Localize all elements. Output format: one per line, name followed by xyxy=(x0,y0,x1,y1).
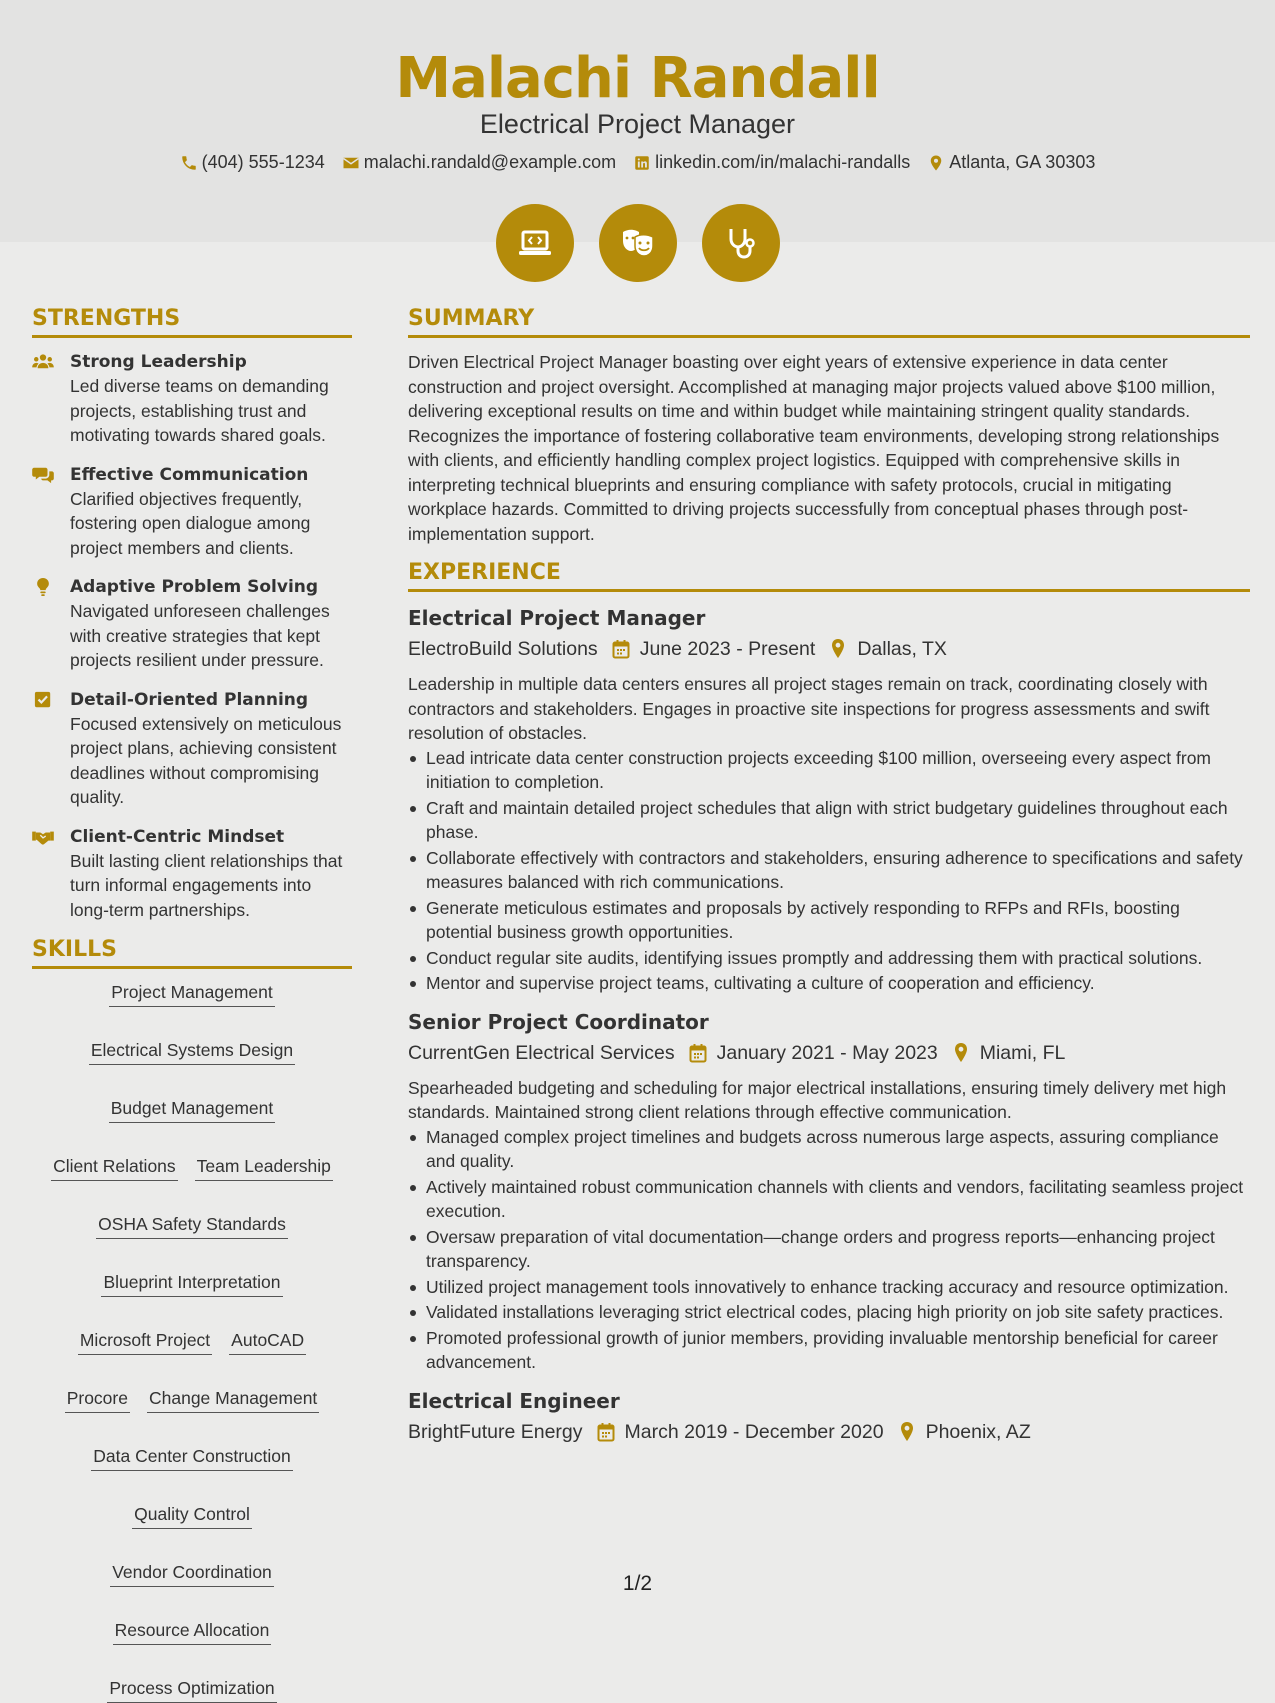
strength-title: Effective Communication xyxy=(70,464,309,485)
job-entry xyxy=(408,1387,1250,1445)
bullet-item: Promoted professional growth of junior members, providing invaluable mentorship beneficial for career advancement. xyxy=(408,1326,1250,1375)
calendar-icon xyxy=(689,1043,707,1063)
bullet-item: Utilized project management tools innovatively to enhance tracking accuracy and resource optimization. xyxy=(408,1275,1250,1300)
interest-circle-coding xyxy=(496,204,574,282)
job-entry xyxy=(408,604,1250,996)
job-title: Electrical Engineer xyxy=(408,1388,620,1413)
skill-tag: Change Management xyxy=(147,1387,319,1413)
summary-heading: SUMMARY xyxy=(408,306,1250,338)
skill-tag: Microsoft Project xyxy=(78,1329,212,1355)
candidate-title: Electrical Project Manager xyxy=(479,109,796,139)
job-company: CurrentGen Electrical Services xyxy=(408,1041,675,1064)
skill-tag: Electrical Systems Design xyxy=(89,1039,295,1065)
strength-title: Detail-Oriented Planning xyxy=(70,689,309,710)
strength-title: Client-Centric Mindset xyxy=(70,826,285,847)
strength-item xyxy=(32,463,352,561)
laptop-code-icon xyxy=(515,223,555,263)
bullet-item: Craft and maintain detailed project schedules that align with strict budgetary guidelines throughout each phase. xyxy=(408,796,1250,845)
strength-title: Strong Leadership xyxy=(70,352,247,372)
job-dates: June 2023 - Present xyxy=(639,638,816,660)
job-dates: March 2019 - December 2020 xyxy=(624,1420,884,1443)
job-location: Dallas, TX xyxy=(857,638,947,660)
strength-item xyxy=(32,575,352,673)
skill-tag: Procore xyxy=(65,1387,130,1413)
bullet-item: Collaborate effectively with contractors and stakeholders, ensuring adherence to specifications and safety measures balanced with rich communications. xyxy=(408,846,1250,895)
interest-circle-theater xyxy=(599,204,677,282)
skill-tag: Budget Management xyxy=(109,1097,275,1123)
lightbulb-icon xyxy=(32,578,54,596)
map-pin-icon xyxy=(829,639,847,659)
candidate-name: Malachi Randall xyxy=(395,46,880,111)
strength-title: Adaptive Problem Solving xyxy=(70,577,319,597)
map-pin-icon xyxy=(927,154,945,172)
interest-circle-medicine xyxy=(702,204,780,282)
skill-tag: Data Center Construction xyxy=(91,1445,292,1471)
location-text: Atlanta, GA 30303 xyxy=(949,152,1096,172)
job-location: Miami, FL xyxy=(979,1041,1066,1064)
bullet-item: Actively maintained robust communication channels with clients and vendors, facilitating seamless project execution. xyxy=(408,1175,1250,1224)
skill-tag: Team Leadership xyxy=(195,1155,333,1181)
job-meta xyxy=(408,1040,1250,1066)
job-location: Phoenix, AZ xyxy=(925,1420,1031,1443)
strength-item xyxy=(32,688,352,810)
envelope-icon xyxy=(342,154,360,172)
contact-phone[interactable] xyxy=(180,152,325,173)
skills-heading: SKILLS xyxy=(32,937,352,969)
strength-desc: Built lasting client relationships that turn informal engagements into long-term partnerships. xyxy=(70,850,343,920)
page-number: 1/2 xyxy=(622,1572,653,1595)
map-pin-icon xyxy=(898,1422,916,1442)
left-column xyxy=(32,306,352,1703)
bullet-item: Generate meticulous estimates and proposals by actively responding to RFPs and RFIs, boosting potential business growth opportunities. xyxy=(408,896,1250,945)
skill-tag: Quality Control xyxy=(132,1503,252,1529)
job-entry xyxy=(408,1008,1250,1375)
strength-item xyxy=(32,825,352,923)
summary-text: Driven Electrical Project Manager boasting over eight years of extensive experience in data center construction and project oversight. Accomplished at managing major projects valued above $100 million, delivering exceptional results on time and within budget while maintaining stringent quality standards. Recognizes the importance of fostering collaborative team environments, developing strong relationships with clients, and efficiently handling complex project logistics. Equipped with comprehensive skills in interpreting technical blueprints and ensuring compliance with safety protocols, crucial in mitigating workplace hazards. Committed to driving projects successfully from conceptual phases through post-implementation support. xyxy=(408,352,1220,544)
linkedin-text: linkedin.com/in/malachi-randalls xyxy=(655,152,911,172)
job-bullets xyxy=(408,746,1250,996)
bullet-item: Oversaw preparation of vital documentation—change orders and progress reports—enhancing project transparency. xyxy=(408,1225,1250,1274)
strength-desc: Focused extensively on meticulous project plans, achieving consistent deadlines without compromising quality. xyxy=(70,713,342,807)
job-company: ElectroBuild Solutions xyxy=(408,638,598,660)
bullet-item: Validated installations leveraging strict electrical codes, placing high priority on job site safety practices. xyxy=(408,1300,1250,1325)
phone-icon xyxy=(180,154,198,172)
theater-masks-icon xyxy=(618,223,658,263)
job-description: Spearheaded budgeting and scheduling for major electrical installations, ensuring timely delivery met high standards. Maintained strong client relations through effective communication. xyxy=(408,1077,1227,1122)
handshake-icon xyxy=(32,828,54,846)
comments-icon xyxy=(32,466,54,484)
job-title: Senior Project Coordinator xyxy=(408,1009,709,1034)
users-icon xyxy=(32,353,54,371)
strengths-heading: STRENGTHS xyxy=(32,306,352,338)
job-title: Electrical Project Manager xyxy=(408,606,706,630)
bullet-item: Managed complex project timelines and budgets across numerous large aspects, assuring compliance and quality. xyxy=(408,1125,1250,1174)
bullet-item: Conduct regular site audits, identifying issues promptly and addressing them with practical solutions. xyxy=(408,946,1250,971)
strength-desc: Led diverse teams on demanding projects, establishing trust and motivating towards shared goals. xyxy=(70,376,329,445)
skill-tag: Project Management xyxy=(109,981,274,1007)
job-meta xyxy=(408,636,1250,662)
skill-tag: AutoCAD xyxy=(229,1329,306,1355)
job-bullets xyxy=(408,1125,1250,1375)
skill-tag: Vendor Coordination xyxy=(110,1561,274,1587)
stethoscope-icon xyxy=(721,223,761,263)
bullet-item: Lead intricate data center construction projects exceeding $100 million, overseeing every aspect from initiation to completion. xyxy=(408,746,1250,795)
strength-item xyxy=(32,350,352,448)
contact-email[interactable] xyxy=(342,152,616,173)
map-pin-icon xyxy=(952,1043,970,1063)
skill-tag: Resource Allocation xyxy=(113,1619,272,1645)
skill-tag: Client Relations xyxy=(51,1155,178,1181)
experience-heading: EXPERIENCE xyxy=(408,560,1250,592)
linkedin-icon xyxy=(633,154,651,172)
contact-location xyxy=(927,152,1095,173)
interest-icons xyxy=(0,204,1275,282)
calendar-icon xyxy=(597,1422,615,1442)
skill-tag: Process Optimization xyxy=(107,1677,276,1703)
strength-desc: Navigated unforeseen challenges with creative strategies that kept projects resilient under pressure. xyxy=(70,601,330,670)
strength-desc: Clarified objectives frequently, fostering open dialogue among project members and clients. xyxy=(70,488,311,558)
contact-linkedin[interactable] xyxy=(633,152,910,173)
job-company: BrightFuture Energy xyxy=(408,1420,583,1443)
job-dates: January 2021 - May 2023 xyxy=(716,1041,938,1064)
job-meta xyxy=(408,1419,1250,1445)
calendar-icon xyxy=(612,639,630,659)
bullet-item: Mentor and supervise project teams, cultivating a culture of cooperation and efficiency. xyxy=(408,971,1250,996)
check-square-icon xyxy=(32,691,54,709)
contact-bar xyxy=(0,152,1275,173)
phone-text: (404) 555-1234 xyxy=(201,152,325,172)
skill-tag: Blueprint Interpretation xyxy=(101,1271,282,1297)
email-text: malachi.randald@example.com xyxy=(363,152,617,172)
right-column xyxy=(408,306,1250,1457)
skill-tag: OSHA Safety Standards xyxy=(96,1213,288,1239)
job-description: Leadership in multiple data centers ensures all project stages remain on track, coordinating closely with contractors and stakeholders. Engages in proactive site inspections for progress assessments and swift resolution of obstacles. xyxy=(408,674,1210,743)
